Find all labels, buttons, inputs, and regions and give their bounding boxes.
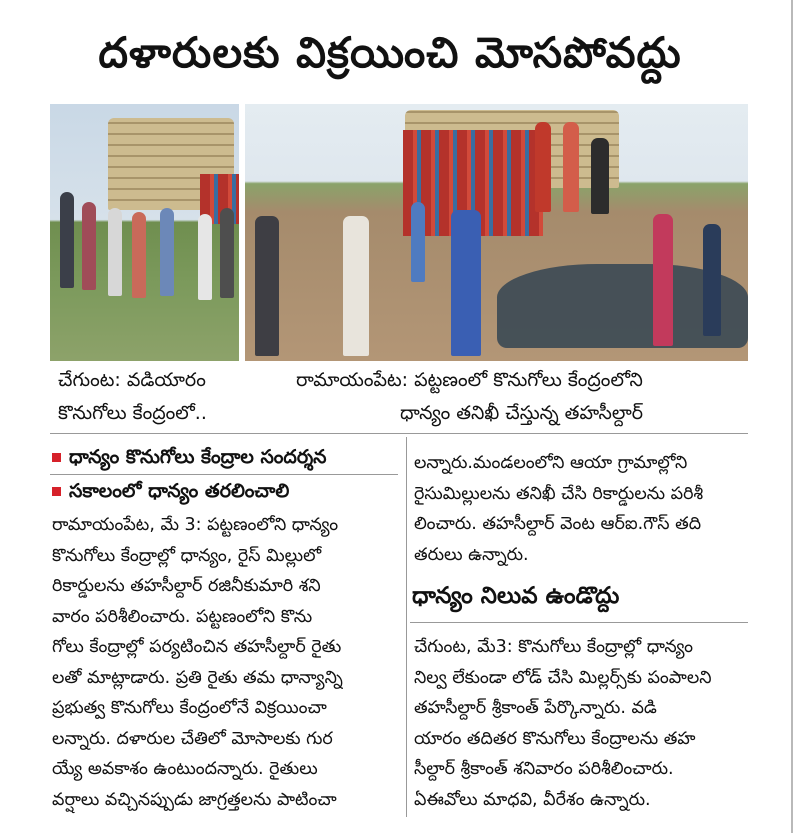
highlight-1 [52,444,327,470]
body-line: తరులు ఉన్నారు. [414,544,529,565]
body-line: సీల్దార్ శ్రీకాంత్ శనివారం పరిశీలించారు. [414,759,674,779]
body-line: లన్నారు.మండలంలోని ఆయా గ్రామాల్లోని [414,453,688,473]
photo-chegunta-purchase-center [50,104,239,361]
bullet-square-icon [52,487,61,496]
headline: దళారులకు విక్రయించి మోసపోవద్దు [98,28,682,77]
photo1-caption-line2: కొనుగోలు కేంద్రంలో.. [58,402,207,424]
highlight-divider [50,474,398,475]
body-line: రామాయంపేట, మే 3: పట్టణంలోని ధాన్యం [52,515,339,535]
photo-ramayampet-inspection [245,104,748,361]
body-line: ప్రభుత్వ కొనుగోలు కేంద్రంలోనే విక్రయించా [52,698,327,718]
section-divider [50,433,748,434]
person [60,192,74,288]
person [198,214,212,300]
person [563,122,579,212]
left-column-body [52,510,343,815]
body-line: ఏఈవోలు మాధవి, వీరేశం ఉన్నారు. [414,789,651,810]
highlight-2 [52,478,289,504]
body-line: నిల్వ లేకుండా లోడ్ చేసి మిల్లర్స్‌కు పంపాలని [414,667,712,688]
body-line: రికార్డులను తహసీల్దార్ రజినీకుమారి శని [52,576,321,596]
body-line: లన్నారు. దళారుల చేతిలో మోసాలకు గుర [52,728,333,749]
highlight-1-text: ధాన్యం కొనుగోలు కేంద్రాల సందర్శన [69,446,327,468]
person [703,224,721,336]
person [108,208,122,296]
person [160,208,174,296]
bullet-square-icon [52,453,61,462]
body-line: లతో మాట్లాడారు. ప్రతి రైతు తమ ధాన్యాన్ని [52,667,343,688]
column-divider [406,437,407,817]
body-line: వారం పరిశీలించారు. పట్టణంలోని కొను [52,606,313,627]
body-line: చేగుంట, మే3: కొనుగోలు కేంద్రాల్లో ధాన్యం [414,637,693,657]
highlight-2-text: సకాలంలో ధాన్యం తరలించాలి [69,480,290,502]
body-line: గోలు కేంద్రాల్లో పర్యటించిన తహసీల్దార్ రైతు [52,637,342,657]
subheading: ధాన్యం నిలువ ఉండొద్దు [412,583,620,609]
body-line: లించారు. తహసీల్దార్ వెంట ఆర్ఐ.గౌస్ తది [414,514,702,534]
person [132,212,146,298]
body-line: యారం తదితర కొనుగోలు కేంద్రాలను తహ [414,728,696,749]
body-line: రైసుమిల్లులను తనిఖీ చేసి రికార్డులను పరిశీ [414,483,704,504]
person [343,216,369,356]
person [220,208,234,298]
right-column-body-bottom [414,632,712,815]
body-line: కొనుగోలు కేంద్రాల్లో ధాన్యం, రైస్ మిల్లులో [52,545,322,566]
right-column-body-top [414,448,703,570]
person [451,210,481,356]
photo1-caption-line1: చేగుంట: వడియారం [58,369,206,391]
column-edge-rule [791,0,799,833]
person [653,214,673,346]
person [411,202,425,282]
person [591,138,609,214]
photo2-caption-line2: ధాన్యం తనిఖీ చేస్తున్న తహసీల్దార్ [400,402,644,424]
body-line: వర్షాలు వచ్చినప్పుడు జాగ్రత్తలను పాటించా [52,789,337,810]
person [535,122,551,212]
photo2-caption-line1: రామాయంపేట: పట్టణంలో కొనుగోలు కేంద్రంలోని [296,369,643,391]
subheading-divider [410,622,748,623]
person [255,216,279,356]
body-line: య్యే అవకాశం ఉంటుందన్నారు. రైతులు [52,759,318,779]
body-line: తహసీల్దార్ శ్రీకాంత్ పేర్కొన్నారు. వడి [414,698,657,718]
person [82,202,96,290]
